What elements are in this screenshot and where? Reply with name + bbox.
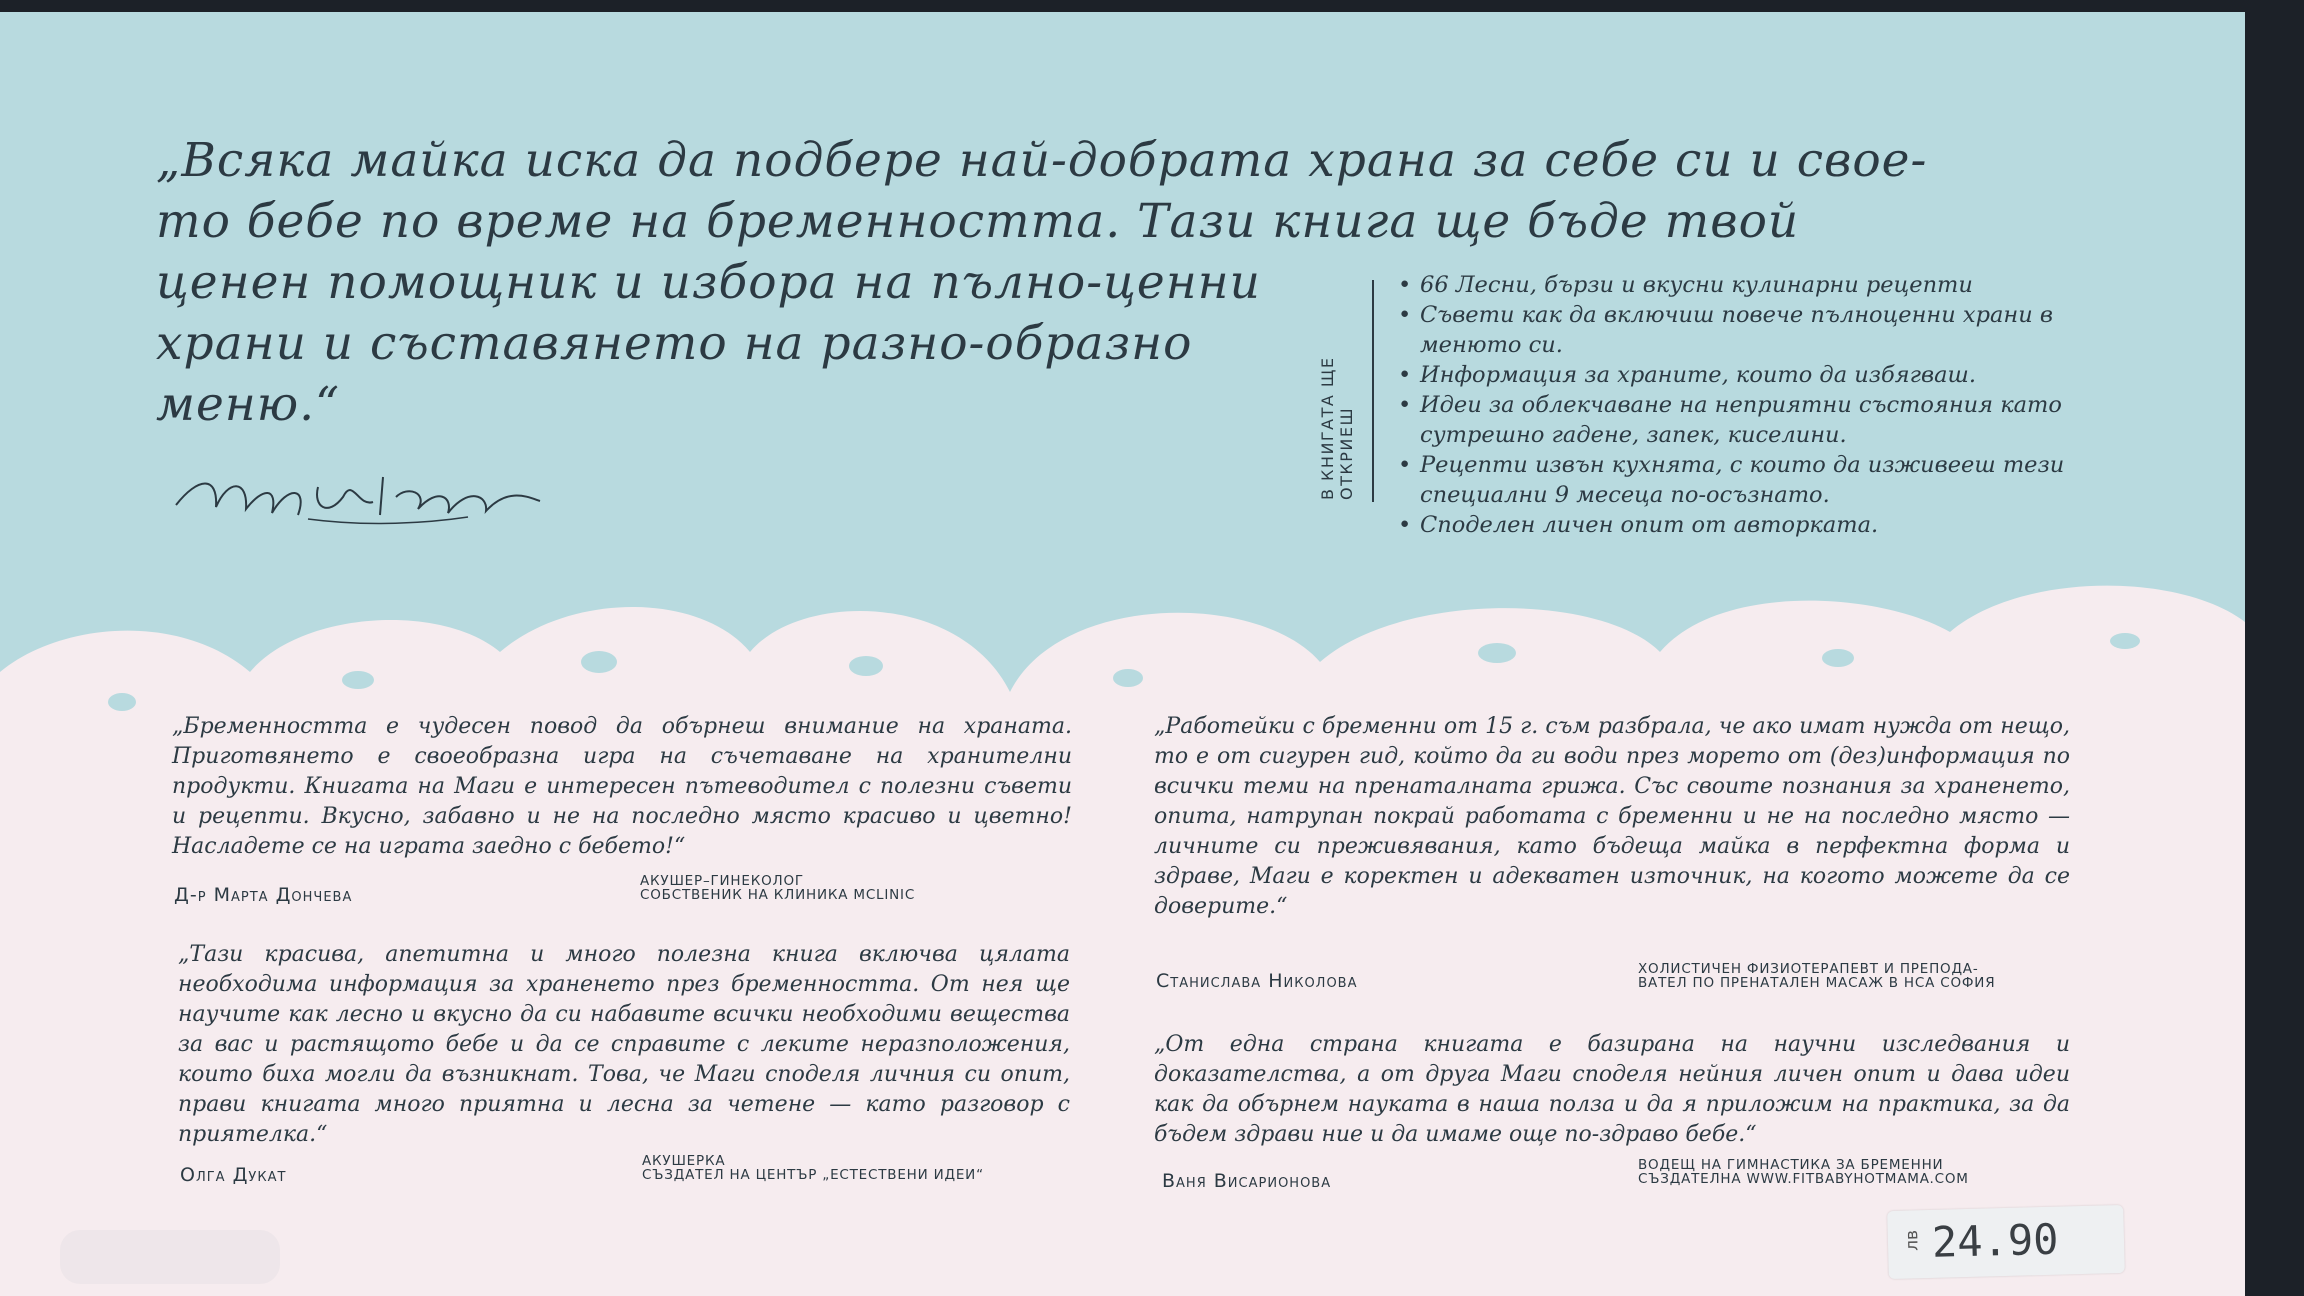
sidebar-divider — [1372, 280, 1374, 502]
review-author: Д-р Марта Дончева — [174, 884, 353, 906]
back-cover — [0, 12, 2245, 1296]
review-role: АКУШЕРКА СЪЗДАТЕЛ НА ЦЕНТЪР „ЕСТЕСТВЕНИ ИДЕИ“ — [642, 1153, 984, 1183]
list-item: • Споделен личен опит от авторката. — [1398, 510, 2078, 540]
review-text: „Работейки с бременни от 15 г. съм разбрала, че ако имат нужда от нещо, то е от сигурен гид, който да ги води през морето от (дез)информация по всички теми на пренаталната грижа. Със своите познания за храненето, опита, натрупан покрай работата с бременни и не на последно място — личните си преживявания, като бъдеща майка в перфектна форма и здраве, Маги е коректен и адекватен източник, на когото можете да се доверите.“ — [1154, 714, 2070, 919]
list-item: • Съвети как да включиш повече пълноценни храни в менюто си. — [1398, 300, 2078, 360]
list-item: • Информация за храните, които да избягваш. — [1398, 360, 2078, 390]
review-text: „От една страна книгата е базирана на научни изследвания и доказателства, а от друга Маги споделя нейния личен опит и дава идеи как да обърнем науката в наша полза и да я приложим на практика, за да бъдем здрави ние и да имаме още по-здраво бебе.“ — [1154, 1032, 2070, 1147]
review-author: Станислава Николова — [1156, 970, 1358, 992]
feature-list — [1398, 270, 2078, 540]
review-author: Олга Дукат — [180, 1164, 287, 1186]
price-currency: лв — [1902, 1229, 1923, 1252]
review-text: „Тази красива, апетитна и много полезна книга включва цялата необходима информация за храненето през бременността. От нея ще научите как лесно и вкусно да си набавите всички необходими вещества за вас и растящото бебе и да се справите с леките неразположения, които биха могли да възникнат. Това, че Маги споделя личния си опит, прави книгата много приятна и лесна за четене — като разговор с приятелка.“ — [178, 942, 1070, 1147]
main-quote-rest: ценен помощник и избора на пълно-ценни храни и съставянето на разно-образно меню.“ — [156, 255, 1261, 432]
review-text: „Бременността е чудесен повод да обърнеш внимание на храната. Приготвянето е своеобразна игра на съчетаване на хранителни продукти. Книгата на Маги е интересен пътеводител с полезни съвети и рецепти. Вкусно, забавно и не на последно място красиво и цветно! Насладете се на играта заедно с бебето!“ — [172, 714, 1072, 859]
review-author: Ваня Висарионова — [1162, 1170, 1332, 1192]
main-quote-line-2: то бебе по време на бременността. Тази книга ще бъде твой — [156, 194, 1800, 249]
label-residue — [60, 1230, 280, 1284]
list-item: • Идеи за облекчаване на неприятни състояния като сутрешно гадене, запек, киселини. — [1398, 390, 2078, 450]
handwritten-signature — [168, 457, 568, 537]
list-item: • 66 Лесни, бързи и вкусни кулинарни рецепти — [1398, 270, 2078, 300]
sidebar-label: В КНИГАТА ЩЕ ОТКРИЕШ — [1318, 356, 1356, 500]
price-value: 24.90 — [1931, 1214, 2060, 1267]
review-role: АКУШЕР–ГИНЕКОЛОГ СОБСТВЕНИК НА КЛИНИКА MCLINIC — [640, 873, 916, 903]
price-sticker — [1887, 1205, 2125, 1279]
review-role: ВОДЕЩ НА ГИМНАСТИКА ЗА БРЕМЕННИ СЪЗДАТЕЛНА WWW.FITBABYHOTMAMA.COM — [1638, 1157, 1969, 1187]
review-role: ХОЛИСТИЧЕН ФИЗИОТЕРАПЕВТ И ПРЕПОДА- ВАТЕЛ ПО ПРЕНАТАЛЕН МАСАЖ В НСА СОФИЯ — [1638, 961, 1996, 991]
list-item: • Рецепти извън кухнята, с които да изживееш тези специални 9 месеца по-осъзнато. — [1398, 450, 2078, 510]
main-quote-line-1: „Всяка майка иска да подбере най-добрата храна за себе си и свое- — [156, 133, 1928, 188]
